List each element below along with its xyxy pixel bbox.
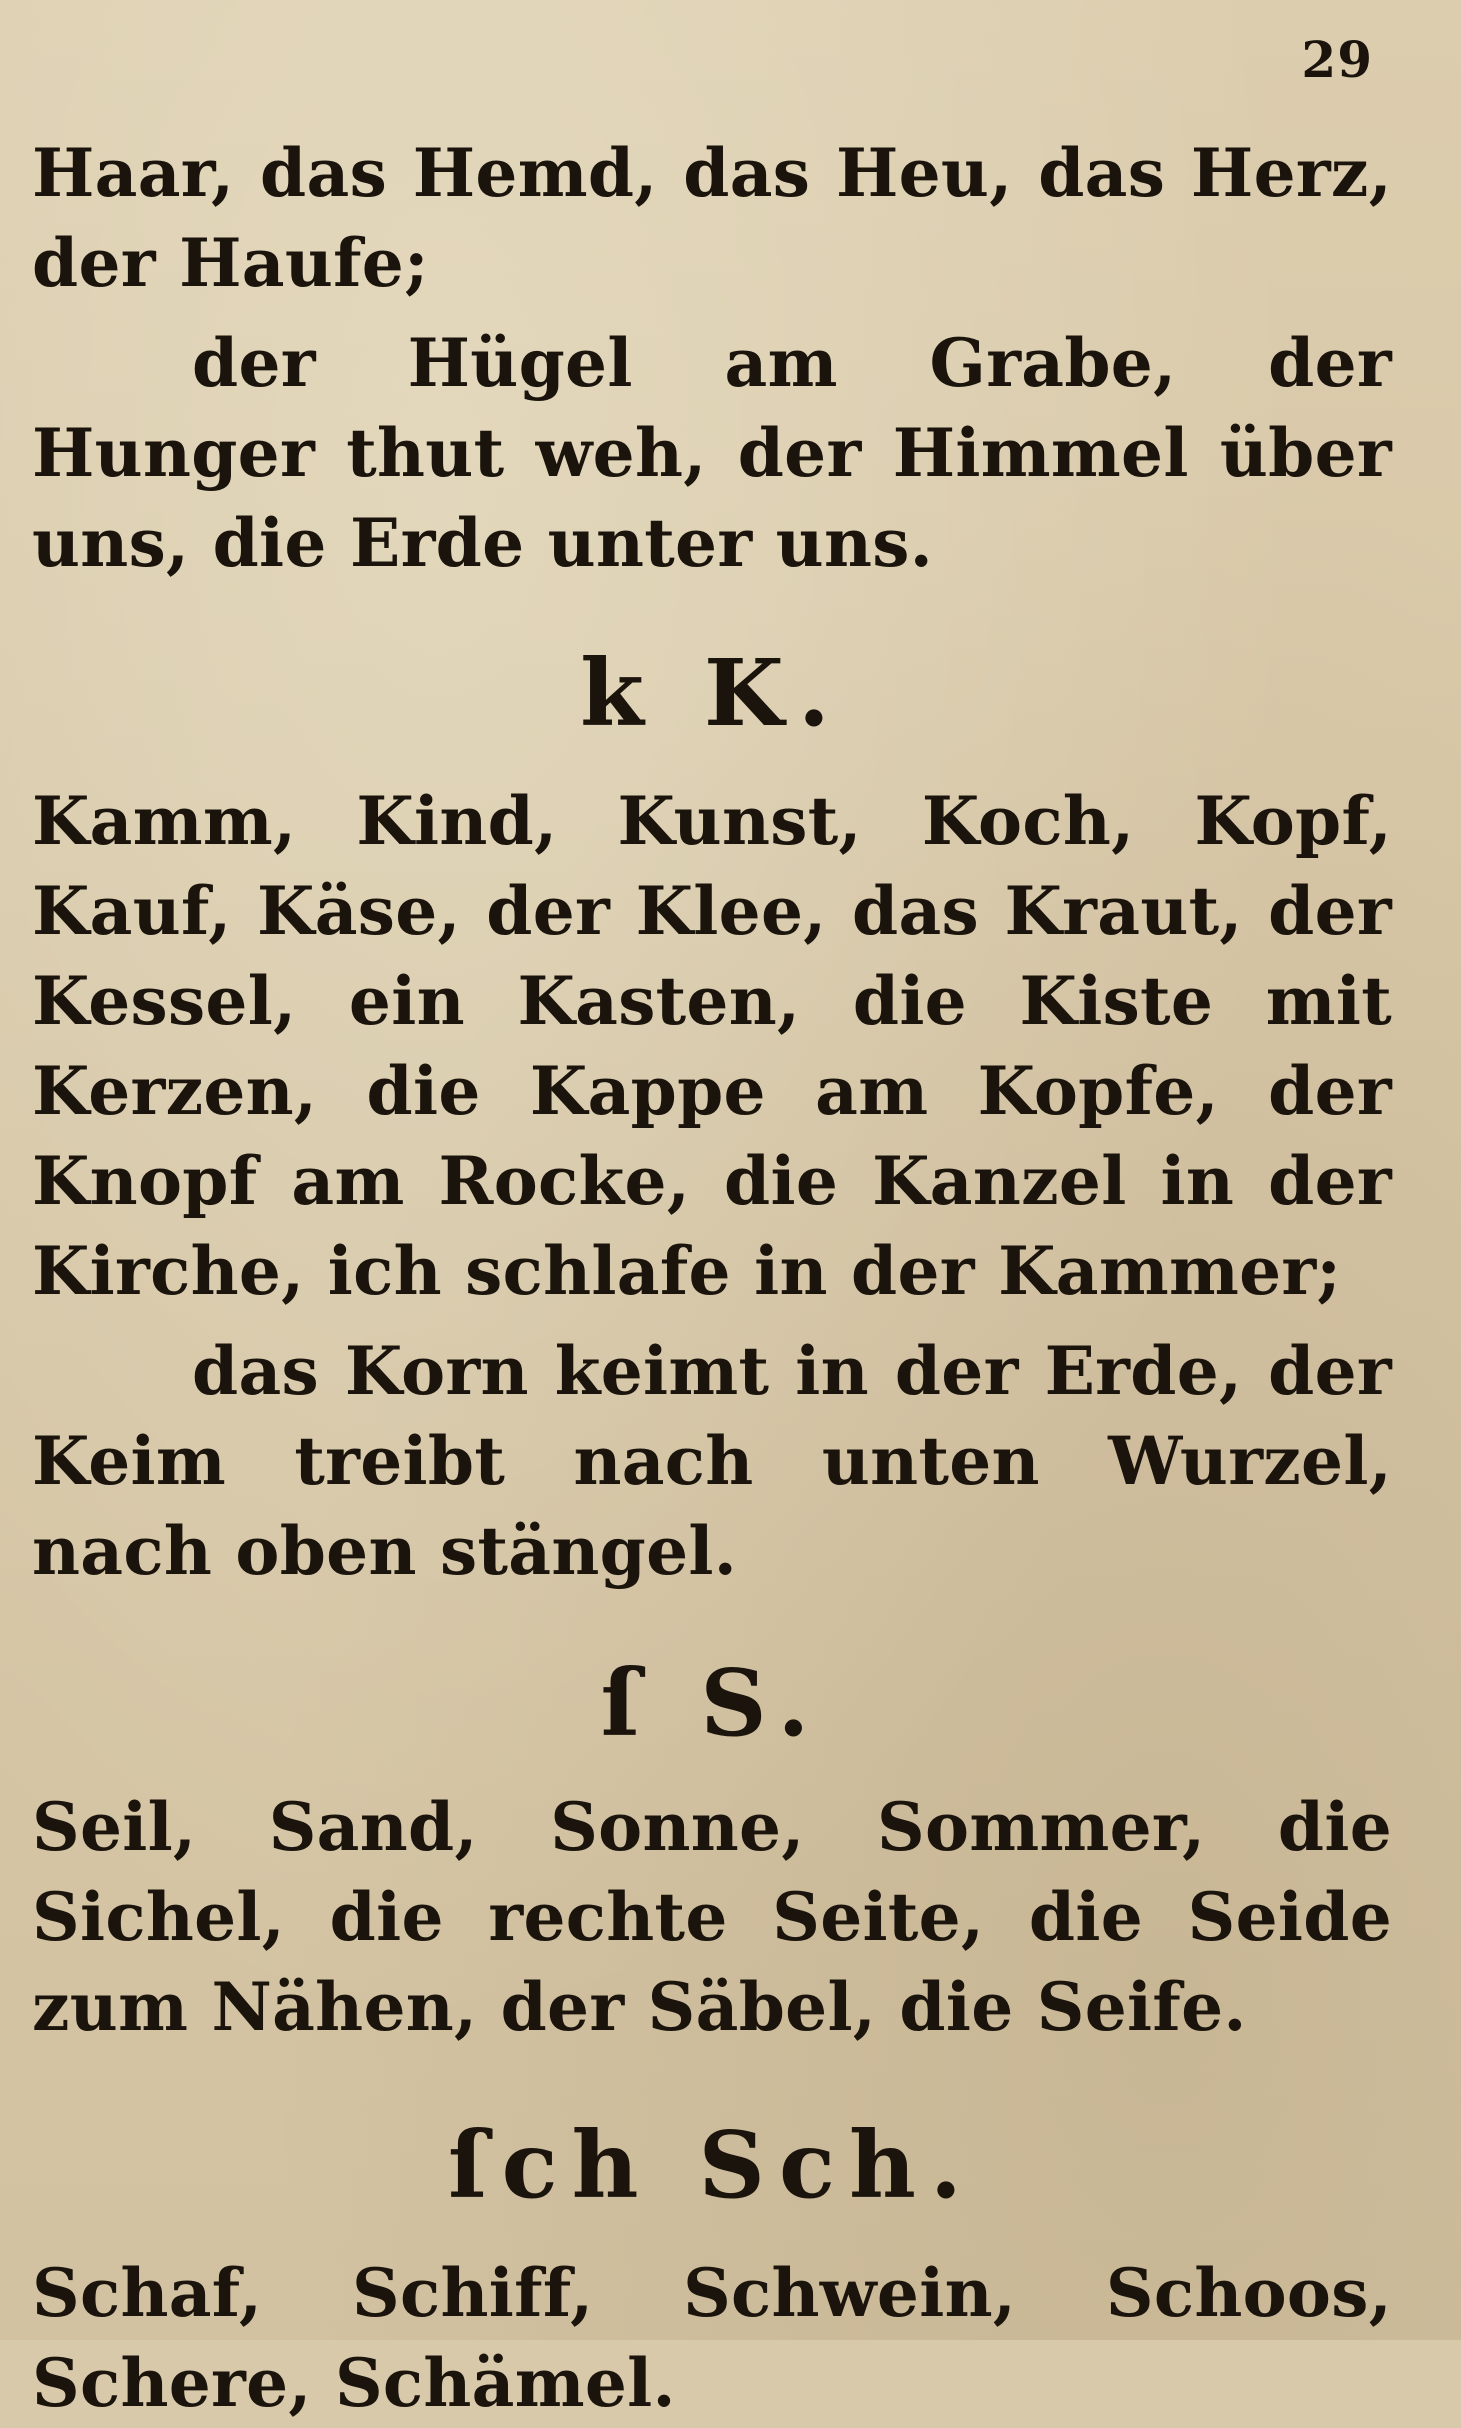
section-heading-k: k K. (580, 639, 844, 747)
page-content (32, 128, 1392, 2428)
paragraph-sch-words: Schaf, Schiff, Schwein, Schoos, Schere, Schämel. (32, 2254, 1392, 2422)
page-number: 29 (1301, 30, 1373, 89)
section-heading-sch: ſch Sch. (448, 2111, 976, 2219)
paragraph-s-words: Seil, Sand, Sonne, Sommer, die Sichel, die rechte Seite, die Seide zum Nähen, der Säbel, die Seife. (32, 1788, 1392, 2046)
paragraph-h-words: Haar, das Hemd, das Heu, das Herz, der Haufe; (32, 134, 1392, 302)
paragraph-h-sentences: der Hügel am Grabe, der Hunger thut weh, der Himmel über uns, die Erde unter uns. (32, 324, 1392, 582)
paragraph-k-words: Kamm, Kind, Kunst, Koch, Kopf, Kauf, Käse, der Klee, das Kraut, der Kessel, ein Kasten, die Kiste mit Kerzen, die Kappe am Kopfe, der Knopf am Rocke, die Kanzel in der Kirche, ich schlafe in der Kammer; (32, 782, 1392, 1310)
section-heading-s: ſ S. (600, 1649, 824, 1757)
paragraph-k-sentences: das Korn keimt in der Erde, der Keim treibt nach unten Wurzel, nach oben stängel. (32, 1332, 1392, 1590)
